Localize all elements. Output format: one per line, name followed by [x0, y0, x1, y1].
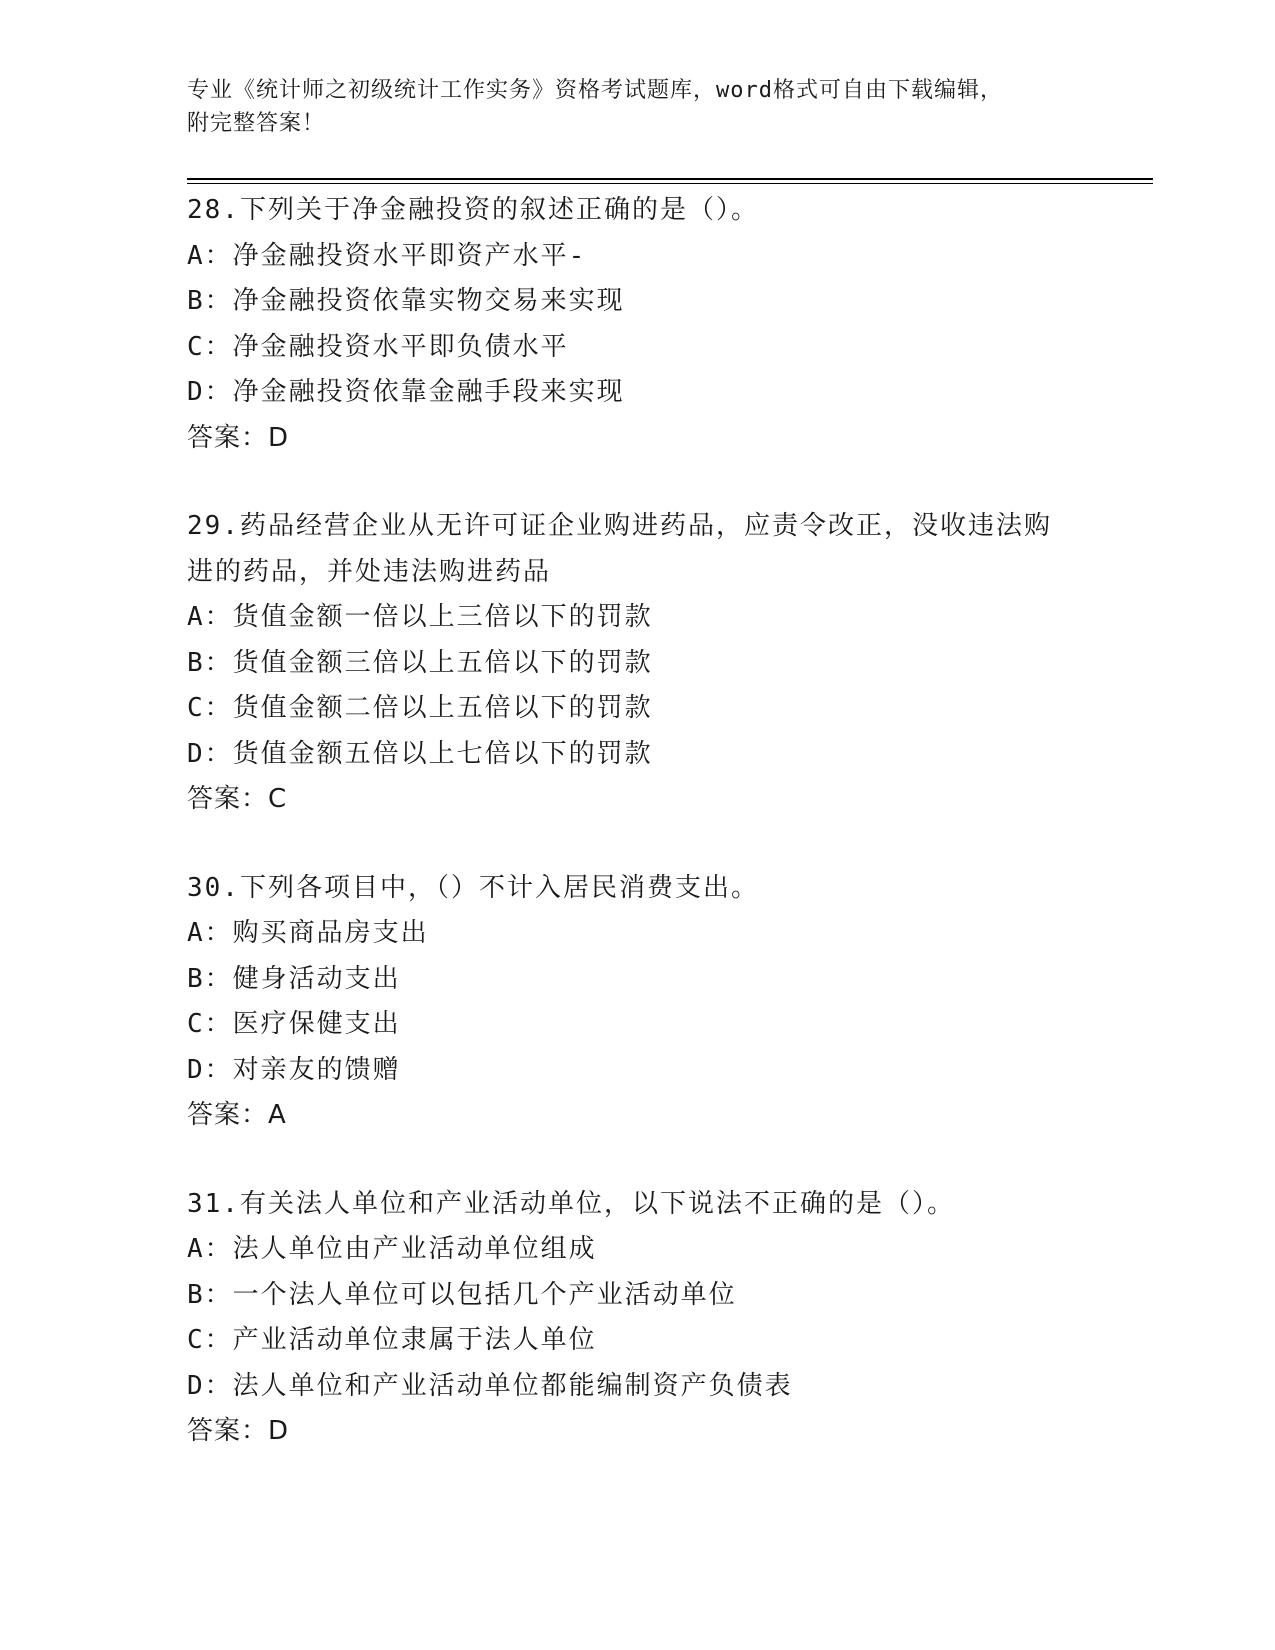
question-stem: 29.药品经营企业从无许可证企业购进药品，应责令改正，没收违法购进的药品，并处违法购进药品: [187, 511, 1052, 587]
option-b: B：健身活动支出: [187, 963, 401, 994]
question-stem: 28.下列关于净金融投资的叙述正确的是（）。: [187, 195, 759, 225]
question-30: [187, 866, 1087, 1139]
header-divider-thin: [187, 183, 1153, 184]
answer: 答案：A: [187, 1100, 287, 1130]
question-29: [187, 504, 1087, 823]
option-a: A：购买商品房支出: [187, 918, 429, 948]
question-stem: 30.下列各项目中，（）不计入居民消费支出。: [187, 872, 759, 903]
option-c: C：货值金额二倍以上五倍以下的罚款: [187, 693, 653, 723]
question-31: [187, 1182, 1087, 1455]
option-b: B：净金融投资依靠实物交易来实现: [187, 286, 625, 316]
option-a: A：净金融投资水平即资产水平-: [187, 240, 587, 271]
question-stem: 31.有关法人单位和产业活动单位，以下说法不正确的是（）。: [187, 1188, 955, 1219]
question-list: [187, 188, 1087, 1498]
header-divider-thick: [187, 178, 1153, 180]
option-b: B：货值金额三倍以上五倍以下的罚款: [187, 647, 653, 678]
option-d: D：对亲友的馈赠: [187, 1054, 401, 1085]
document-header: [187, 74, 1087, 140]
header-line-2: 附完整答案！: [187, 111, 326, 136]
option-a: A：法人单位由产业活动单位组成: [187, 1234, 597, 1264]
answer: 答案：D: [187, 1416, 290, 1446]
answer: 答案：D: [187, 422, 290, 453]
option-c: C：净金融投资水平即负债水平: [187, 331, 569, 362]
answer: 答案：C: [187, 784, 288, 814]
option-d: D：法人单位和产业活动单位都能编制资产负债表: [187, 1370, 793, 1401]
option-d: D：货值金额五倍以上七倍以下的罚款: [187, 738, 653, 769]
option-c: C：医疗保健支出: [187, 1009, 401, 1039]
question-28: [187, 188, 1087, 461]
header-line-1: 专业《统计师之初级统计工作实务》资格考试题库，word格式可自由下载编辑，: [187, 78, 1003, 103]
option-c: C：产业活动单位隶属于法人单位: [187, 1325, 597, 1355]
option-b: B：一个法人单位可以包括几个产业活动单位: [187, 1279, 737, 1310]
option-d: D：净金融投资依靠金融手段来实现: [187, 377, 625, 407]
option-a: A：货值金额一倍以上三倍以下的罚款: [187, 602, 653, 632]
